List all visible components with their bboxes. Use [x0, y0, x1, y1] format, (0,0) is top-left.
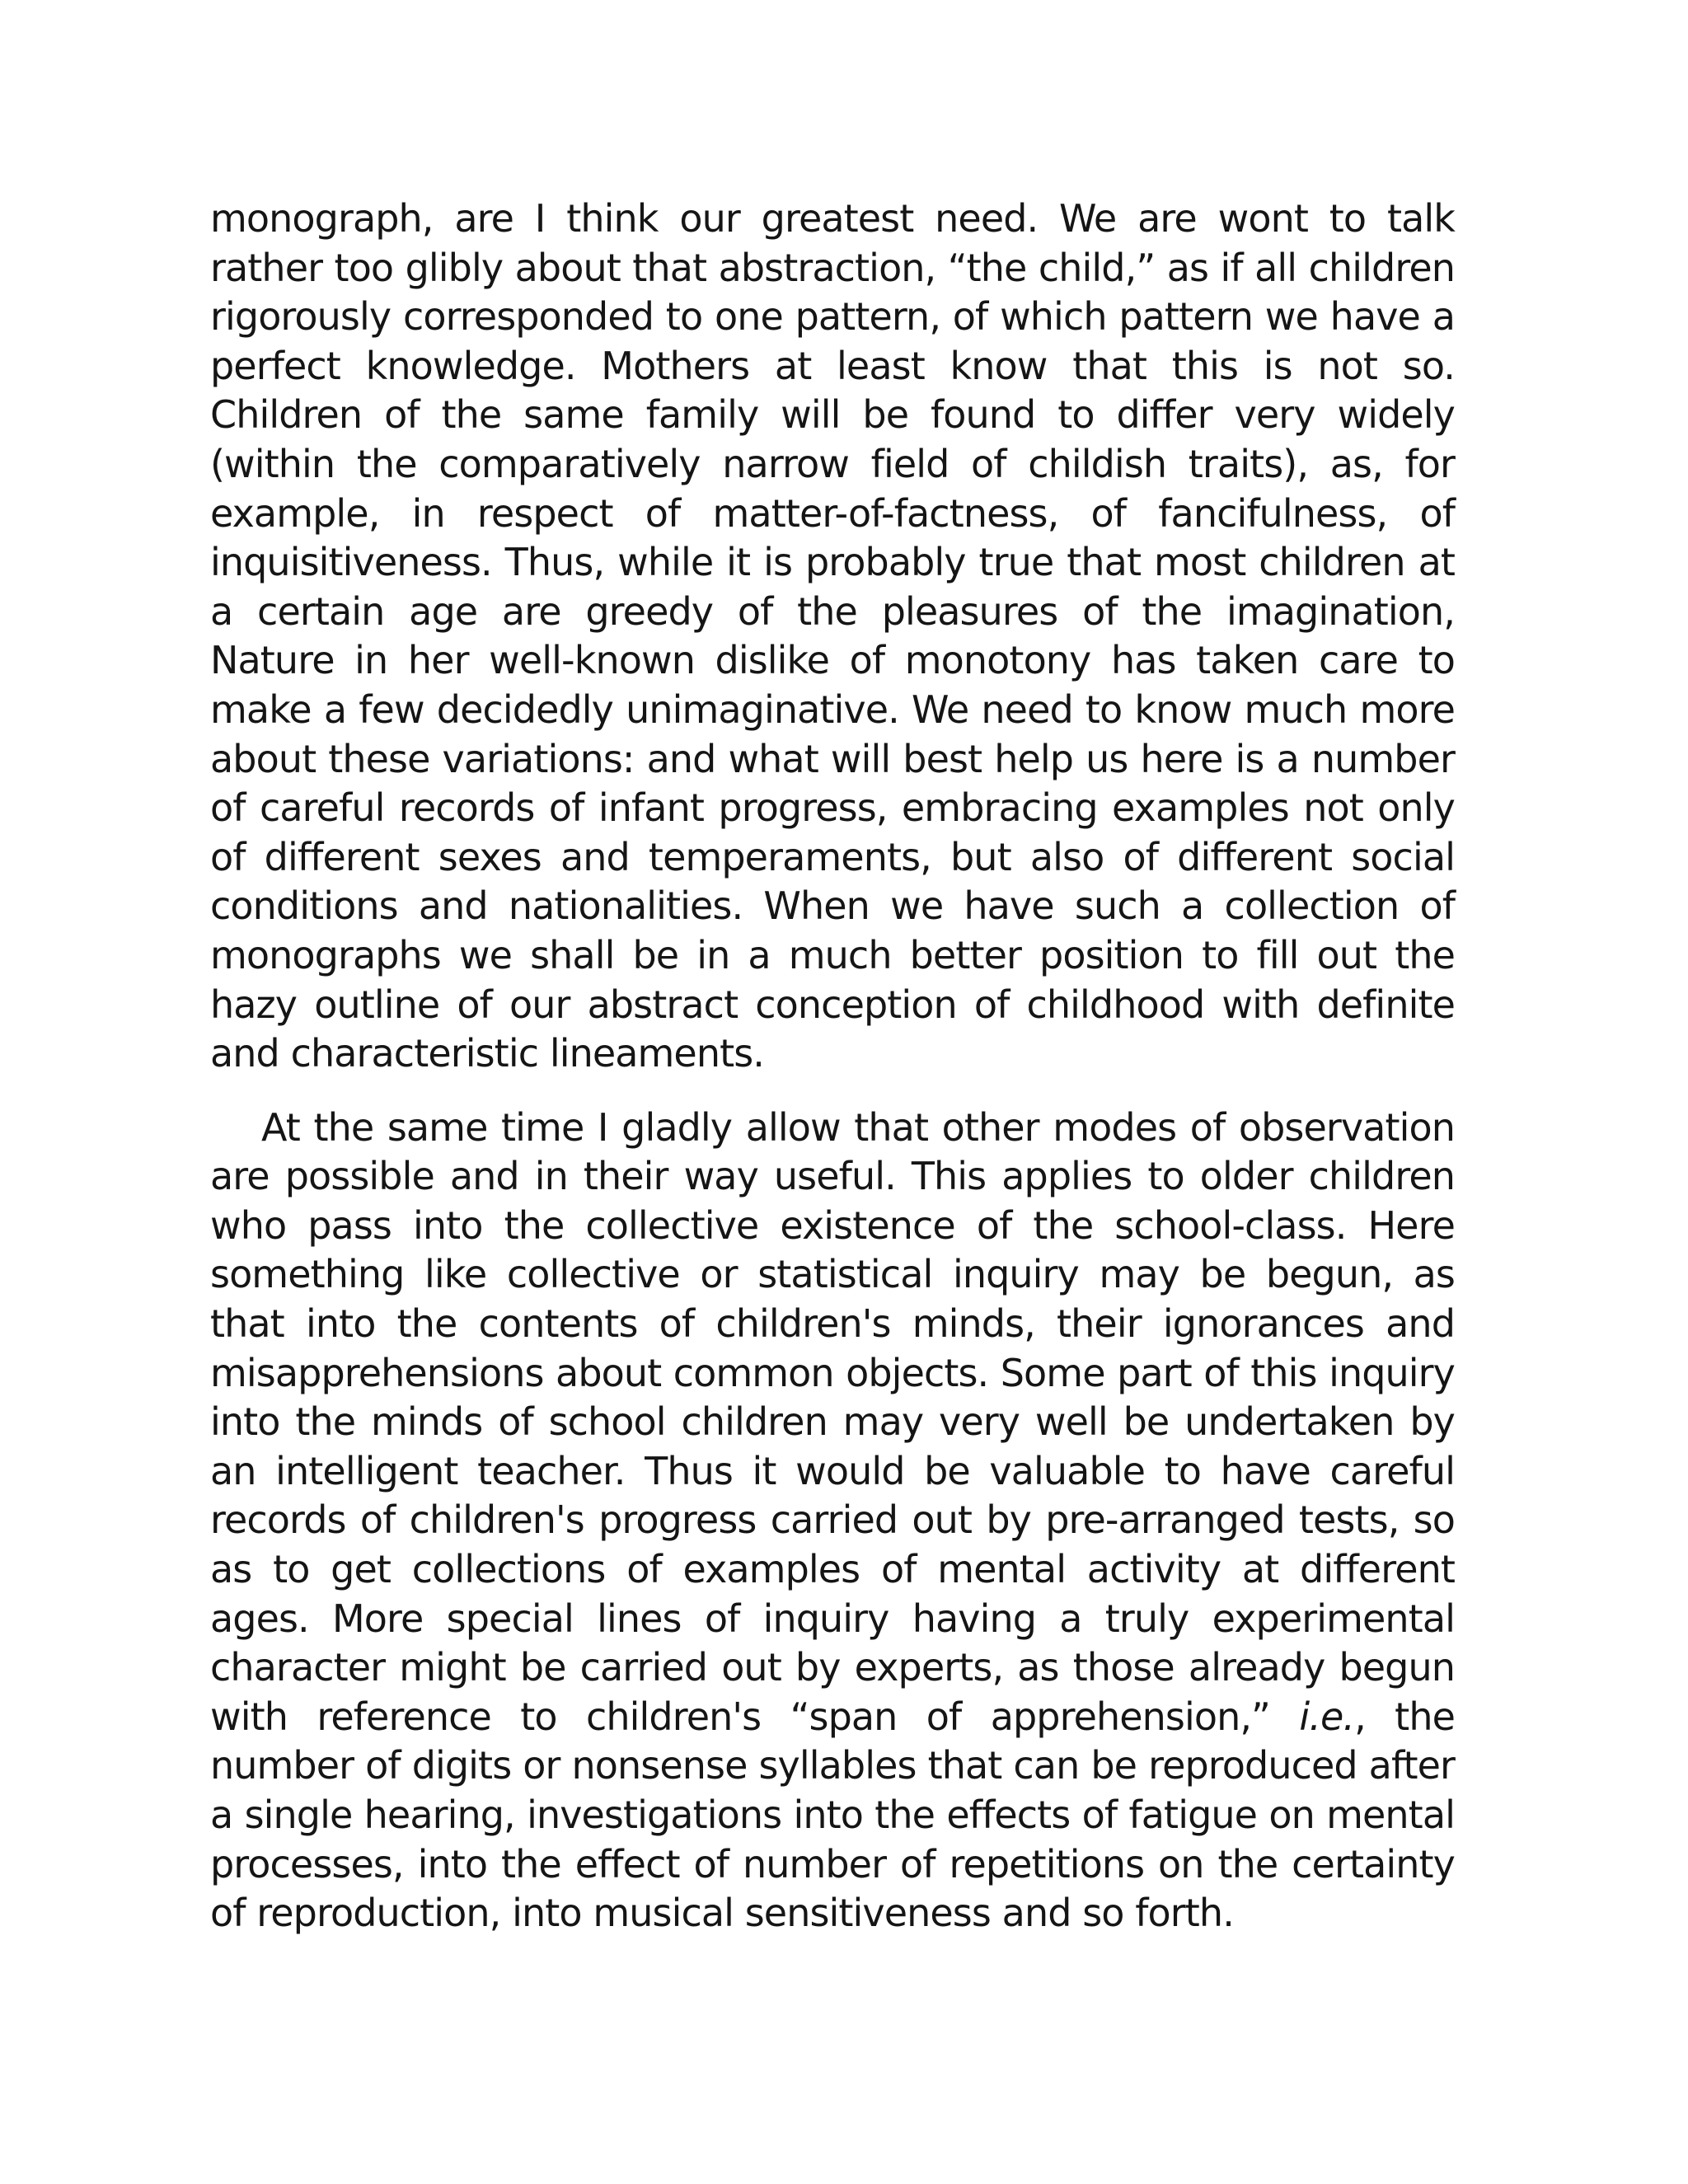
- paragraph-2-text-start: At the same time I gladly allow that other modes of observation are possible and in their way useful. This applies to older children who pass into the collective existence of the school-class. Here something like collective or statistical inquiry may be begun, as that into the contents of children's minds, their ignorances and misapprehensions about common objects. Some part of this inquiry into the minds of school children may very well be undertaken by an intelligent teacher. Thus it would be valuable to have careful records of children's progress carried out by pre-arranged tests, so as to get collections of examples of mental activity at different ages. More special lines of inquiry having a truly experimental character might be carried out by experts, as those already begun with reference to children's “span of apprehension,”: [210, 1104, 1455, 1739]
- paragraph-1: [210, 194, 1455, 1079]
- document-page: [210, 194, 1455, 1938]
- paragraph-1-text: monograph, are I think our greatest need. We are wont to talk rather too glibly about that abstraction, “the child,” as if all children rigorously corresponded to one pattern, of which pattern we have a perfect knowledge. Mothers at least know that this is not so. Children of the same family will be found to differ very widely (within the comparatively narrow field of childish traits), as, for example, in respect of matter-of-factness, of fancifulness, of inquisitiveness. Thus, while it is probably true that most children at a certain age are greedy of the pleasures of the imagination, Nature in her well-known dislike of monotony has taken care to make a few decidedly unimaginative. We need to know much more about these variations: and what will best help us here is a number of careful records of infant progress, embracing examples not only of different sexes and temperaments, but also of different social conditions and nationalities. When we have such a collection of monographs we shall be in a much better position to fill out the hazy outline of our abstract conception of childhood with definite and characteristic lineaments.: [210, 196, 1455, 1076]
- paragraph-2-text-end: , the number of digits or nonsense syllables that can be reproduced after a single hearing, investigations into the effects of fatigue on mental processes, into the effect of number of repetitions on the certainty of reproduction, into musical sensitiveness and so forth.: [210, 1694, 1455, 1936]
- paragraph-2: [210, 1104, 1455, 1938]
- italic-abbreviation: i.e.: [1299, 1694, 1355, 1739]
